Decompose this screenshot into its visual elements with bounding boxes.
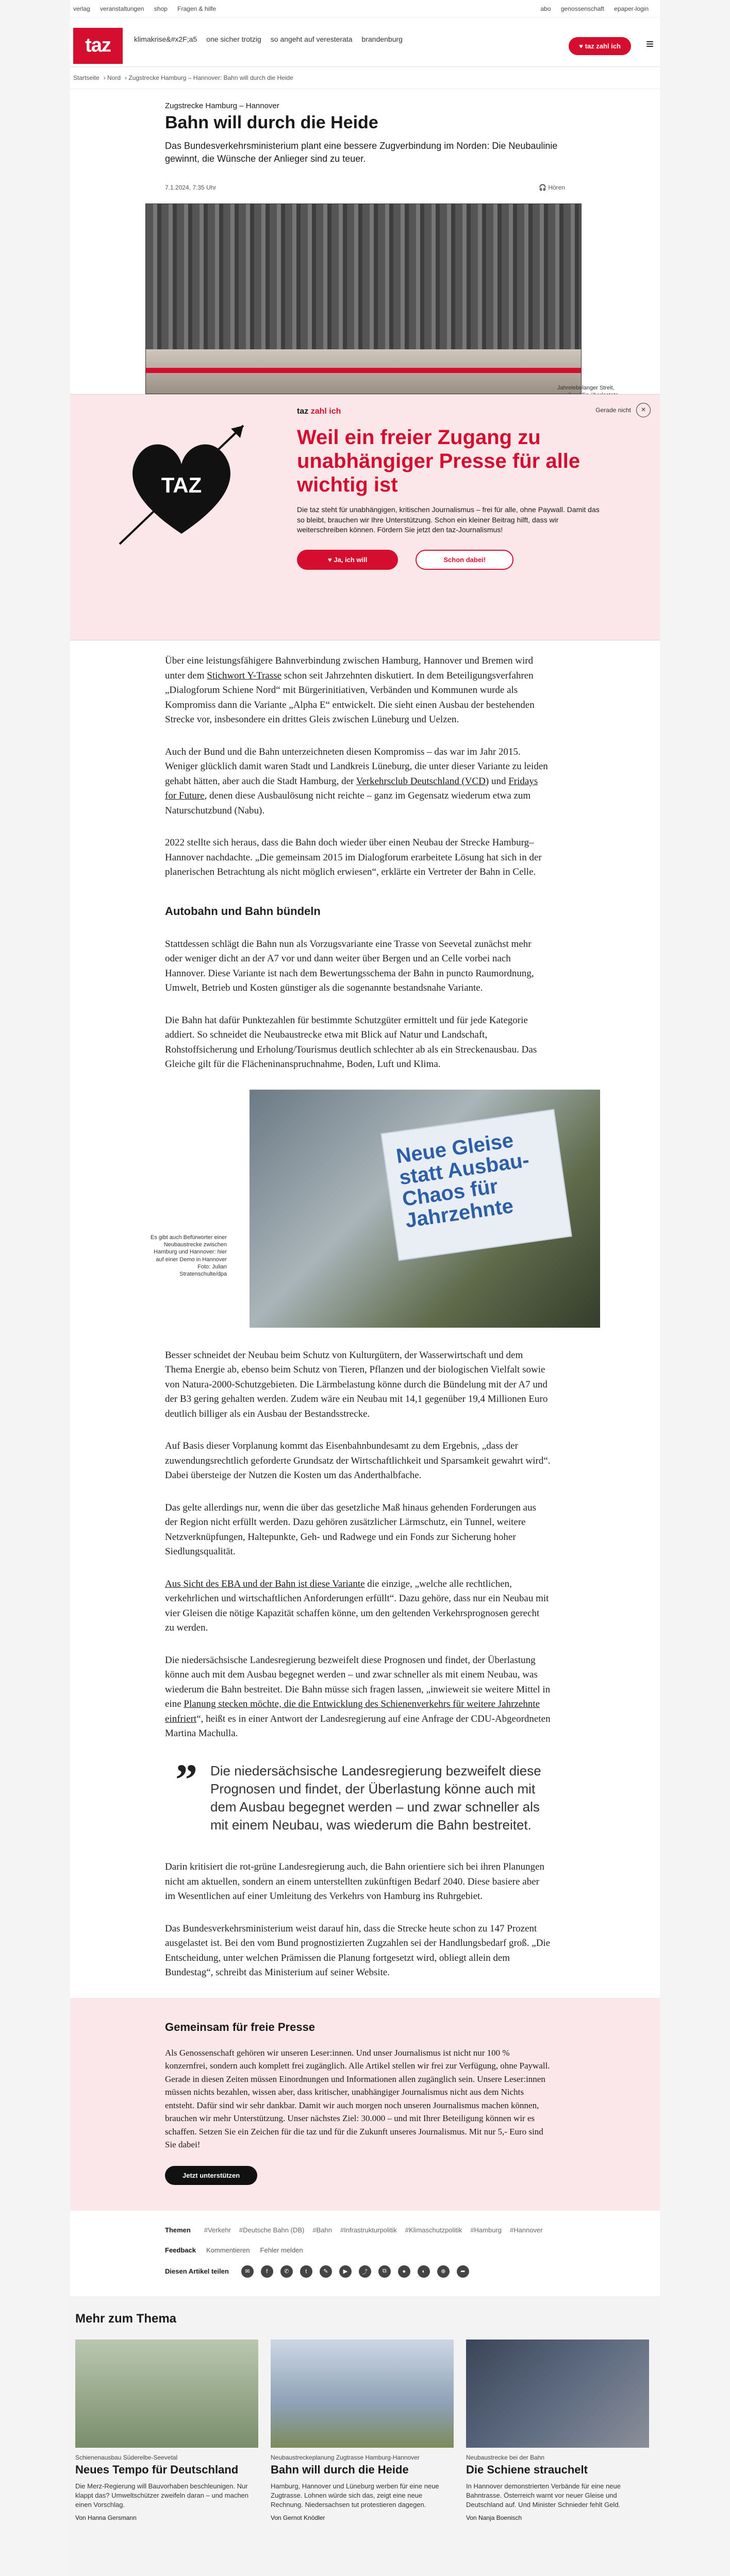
paragraph-8: Das gelte allerdings nur, wenn die über das gesetzliche Maß hinaus gehenden Forderungen aus der Region nicht erfüllt werden. Dazu gehören zusätzlicher Lärmschutz, ein Tunnel, weitere Netzverknüpfungen, Haltepunkte, Geh- und Radwege und ein Fonds zur Sicherung hoher Siedlungsqualität. [165,1502,536,1557]
promo-brand-a: taz [297,407,309,416]
pull-quote [165,1754,551,1834]
quote-text: Die niedersächsische Landesregierung bezweifelt diese Prognosen und findet, der Überlastung könne auch mit dem Ausbau begegnet werden – und zwar schneller als mit einem Neubau, was wiederum die Bahn bestreitet. [210,1762,541,1833]
related-teaser: Die Merz-Regierung will Bauvorhaben beschleunigen. Nur klappt das? Umweltschützer zweifeln daran – und machen einen Vorschlag. [75,2482,249,2509]
p2-text-b: , denen diese Ausbaulösung nicht reichte – ganz im Gegensatz wiederum etwa zum Naturschutzbund (Nabu). [165,790,531,816]
paragraph-9 [165,1577,551,1636]
reddit-share-icon[interactable]: ● [398,2265,410,2278]
promo-content [297,407,606,570]
hero-caption: Jahrelebelanger Streit, [557,384,615,391]
article-date: 7.1.2024, 7:35 Uhr [165,184,217,192]
headphones-icon: 🎧 [539,184,549,192]
paragraph-1 [165,654,551,727]
tag-item[interactable]: #Infrastrukturpolitik [340,2226,397,2234]
figure-caption: Es gibt auch Befürworter einer Neubaustrecke zwischen Hamburg und Hannover: hier auf einer Demo in Hannover Foto: Julian Stratenschulte/dpa [151,1234,227,1278]
p2-text-mid: und [489,775,509,787]
related-photo [75,2340,258,2448]
mastodon-share-icon[interactable]: ◐ [418,2265,430,2278]
article-figure [151,1090,551,1328]
promo-brand [297,407,606,416]
paragraph-6: Besser schneidet der Neubau beim Schutz von Kulturgütern, der Wasserwirtschaft und dem Thema Energie ab, ebenso beim Schutz von Tieren, Pflanzen und der biologischen Vielfalt sowie von Natura-2000-Schutzgebieten. Die Lärmbelastung könne durch die Bündelung mit der A7 und der B3 gering gehalten werden. Zudem wäre ein Neubau mit 14,1 gegenüber 19,4 Millionen Euro deutlich billiger als ein Ausbau der Bestandsstrecke. [165,1349,548,1419]
topbar-link-verlag[interactable]: verlag [73,5,90,12]
paragraph-5: Die Bahn hat dafür Punktezahlen für bestimmte Schutzgüter ermittelt und für jede Kategorie addiert. So schneidet die Neubaustrecke etwa mit Blick auf Natur und Landschaft, Rohstoffsicherung und Erholung/Tourismus deutlich schlechter ab als ein Streckenausbau. Das Gleiche gilt für die Flächeninanspruchnahme, Boden, Luft und Klima. [165,1014,537,1070]
related-photo [466,2340,649,2448]
support-button[interactable]: Jetzt unterstützen [165,2166,257,2185]
tag-list [70,2211,660,2234]
paragraph-4: Stattdessen schlägt die Bahn nun als Vorzugsvariante eine Trasse von Seevetal zunächst mehr oder weniger dicht an der A7 vor und dann weiter über Bergen und an Celle vorbei nach Hannover. Diese Variante ist nach dem Bewertungsschema der Bahn in puncto Raumordnung, Umwelt, Betrieb und Kosten günstiger als die sogenannte bestandsnahe Variante. [165,938,534,994]
feedback-label: Feedback [165,2246,196,2254]
p10-text-a: Die niedersächsische Landesregierung bezweifelt diese Prognosen und findet, der Überlastung könne auch mit dem Ausbau begegnet werden – und zwar schneller als mit einem Neubau, was wiederum die Bahn bestreitet. Die Bahn müsse sich fragen lassen, „inwieweit sie weitere Mittel in eine [165,1654,551,1710]
breadcrumb-current: Zugstrecke Hamburg – Hannover: Bahn will durch die Heide [128,74,293,81]
taz-zahl-ich-button[interactable]: ♥ taz zahl ich [569,37,631,55]
heart-arrow-icon [114,415,248,549]
feedback-row [70,2234,660,2254]
tag-item[interactable]: #Hamburg [470,2226,502,2234]
topbar-link-events[interactable]: veranstaltungen [100,5,144,12]
article-body [70,654,660,1980]
comment-link[interactable]: Kommentieren [206,2246,250,2254]
link-planung[interactable]: Planung stecken möchte, die die Entwicklung des Schienenverkehrs für weitere Jahrzehnte einfriert [165,1699,540,1724]
related-headline: Die Schiene strauchelt [466,2463,588,2476]
topbar-link-coop[interactable]: genossenschaft [560,5,604,12]
article-header [70,101,660,394]
menu-icon[interactable]: ≡ [645,36,654,52]
facebook-share-icon[interactable]: f [261,2265,273,2278]
share-label: Diesen Artikel teilen [165,2267,229,2276]
paragraph-11: Darin kritisiert die rot-grüne Landesregierung auch, die Bahn orientiere sich bei ihren Planungen nicht am aktuellen, sondern an einem unterstellten zukünftigen Bedarf 2040. Diese basiere aber im Wesentlichen auf einer Umleitung des Verkehrs von Hamburg ins Ruhrgebiet. [165,1861,544,1902]
close-label: Gerade nicht [595,406,631,414]
tag-item[interactable]: #Klimaschutzpolitik [405,2226,462,2234]
related-kicker: Neubaustrecke bei der Bahn [466,2453,545,2461]
related-title: Mehr zum Thema [75,2311,177,2326]
page [70,0,660,2576]
link-share-icon[interactable]: ➦ [457,2265,469,2278]
related-photo [271,2340,454,2448]
subheading: Autobahn und Bahn bündeln [165,904,321,918]
hero-red-strip [146,368,581,373]
edit-share-icon[interactable]: ✎ [320,2265,332,2278]
related-teaser: Hamburg, Hannover und Lüneburg werben für eine neue Zugtrasse. Lohnen würde sich das, zeigt eine neue Rechnung. Niedersachsen tut protestieren dagegen. [271,2482,439,2509]
close-icon: × [636,403,651,417]
close-banner-button[interactable] [595,403,651,417]
top-bar [70,0,660,18]
related-card[interactable] [466,2340,649,2521]
paragraph-10 [165,1653,551,1741]
listen-button[interactable] [539,184,565,191]
taz-logo[interactable]: taz [73,28,123,64]
demo-photo [250,1090,600,1328]
related-kicker: Schienenausbau Süderelbe-Seevetal [75,2453,178,2461]
link-fff[interactable]: Fridays for Future [165,775,538,802]
nav-item-1[interactable]: klimakrise&#x2F;a5 [134,35,197,43]
related-author: Von Nanja Boenisch [466,2514,522,2521]
tag-item[interactable]: #Deutsche Bahn (DB) [239,2226,305,2234]
related-card[interactable] [75,2340,258,2521]
p9-text: die einzige, „welche alle rechtlichen, verkehrlichen und wirtschaftlichen Anforderungen erfüllt“. Dazu gehöre, dass nur ein Neubau mit vier Gleisen die nötige Kapazität schaffen könne, um den geltenden Verkehrsprognosen gerecht zu werden. [165,1578,549,1634]
support-title: Gemeinsam für freie Presse [165,2020,316,2033]
heart-text: TAZ [161,473,202,498]
tag-item[interactable]: #Bahn [312,2226,332,2234]
article-kicker: Zugstrecke Hamburg – Hannover [165,101,279,110]
share-row [70,2254,660,2278]
video-share-icon[interactable]: ▶ [339,2265,352,2278]
paragraph-7: Auf Basis dieser Vorplanung kommt das Eisenbahnbundesamt zu dem Ergebnis, „dass der zuwendungsrechtlich geforderte Grundsatz der Wirtschaftlichkeit und Sparsamkeit gewahrt wird“. Dabei übersteige der Nutzen die Kosten um das Anderthalbfache. [165,1440,551,1481]
paragraph-3: 2022 stellte sich heraus, dass die Bahn doch wieder über einen Neubau der Strecke Hamburg–Hannover nachdachte. „Die gemeinsam 2015 im Dialogforum erarbeitete Lösung hat sich in der planerischen Betrachtung als nicht möglich erwiesen“, erklärte ein Vertreter der Bahn in Celle. [165,837,542,878]
promo-brand-b: zahl ich [310,407,341,416]
breadcrumb: Startseite › Nord › Zugstrecke Hamburg – Hannover: Bahn will durch die Heide [70,67,660,89]
p10-text-b: “, heißt es in einer Antwort der Landesregierung auf eine Anfrage der CDU-Abgeordneten Martina Machulla. [165,1713,551,1739]
topbar-link-shop[interactable]: shop [154,5,168,12]
forward-share-icon[interactable]: ⤴ [359,2265,371,2278]
promo-buttons [297,550,606,570]
p1-text-a: Über eine leistungsfähigere Bahnverbindung zwischen Hamburg, Hannover und Bremen wird unter dem [165,655,534,681]
related-section [70,2296,660,2576]
related-headline: Bahn will durch die Heide [271,2463,409,2476]
topbar-link-help[interactable]: Fragen & hilfe [177,5,216,12]
link-vcd[interactable]: Verkehrsclub Deutschland (VCD) [356,775,489,787]
tag-item[interactable]: #Hannover [510,2226,543,2234]
related-cards [75,2340,655,2521]
related-author: Von Hanna Gersmann [75,2514,137,2521]
tag-item[interactable]: #Verkehr [204,2226,231,2234]
page-title: Bahn will durch die Heide [165,113,378,132]
nav-item-3[interactable]: so angeht auf veresterata [270,35,353,43]
promo-headline: Weil ein freier Zugang zu unabhängiger Presse für alle wichtig ist [297,426,580,497]
related-headline: Neues Tempo für Deutschland [75,2463,239,2476]
copy-share-icon[interactable]: ⧉ [378,2265,391,2278]
link-eba[interactable]: Aus Sicht des EBA und der Bahn ist diese Variante [165,1578,365,1589]
breadcrumb-section[interactable]: Nord [107,74,121,81]
yes-button[interactable]: ♥ Ja, ich will [297,550,398,570]
p1-text-b: schon seit Jahrzehnten diskutiert. In dem Beteiligungsverfahren „Dialogforum Schiene Nord“ mit Bürgerinitiativen, Verbänden und Kommunen wurde als Kompromiss dann die Variante „Alpha E“ entwickelt. Die sieht einen Ausbau der bestehenden Strecke vor, insbesondere ein drittes Gleis zwischen Lüneburg und Uelzen. [165,670,535,725]
link-y-trasse[interactable]: Stichwort Y-Trasse [207,670,282,681]
nav-item-4[interactable]: brandenburg [361,35,403,43]
related-card[interactable] [271,2340,454,2521]
bluesky-share-icon[interactable]: ⊕ [437,2265,450,2278]
paragraph-2 [165,745,551,819]
quote-icon: ” [175,1754,197,1804]
demo-sign: Neue Gleise statt Ausbau-Chaos für Jahrzehnte [380,1109,572,1261]
p2-text-a: Auch der Bund und die Bahn unterzeichneten diesen Kompromiss – das war im Jahr 2015. Weniger glücklich damit waren Stadt und Landkreis Lüneburg, die unter dieser Variante zu leiden gehabt hätten, aber auch die Stadt Hamburg, der [165,746,548,787]
site-header [70,18,660,67]
donation-banner [70,394,660,640]
article-meta [165,184,565,191]
whatsapp-share-icon[interactable]: ✆ [280,2265,293,2278]
topbar-link-abo[interactable]: abo [540,5,551,12]
topbar-link-epaper[interactable]: epaper-login [614,5,649,12]
yes-label: Ja, ich will [334,555,368,564]
report-error-link[interactable]: Fehler melden [260,2246,303,2254]
article-lead: Das Bundesverkehrsministerium plant eine bessere Zugverbindung im Norden: Die Neubaulinie gewinnt, die Wünsche der Anlieger sind zu teuer. [165,140,558,164]
support-text: Als Genossenschaft gehören wir unseren Leser:innen. Und unser Journalismus ist nicht nur 100 % konzernfrei, sondern auch komplett frei zugänglich. Alle Artikel stellen wir frei zur Verfügung, ohne Paywall. Gerade in diesen Zeiten müssen Einordnungen und Informationen allen zugänglich sein. Unsere Leser:innen müssen nichts bezahlen, wissen aber, dass kritischer, unabhängiger Journalismus nicht aus dem Nichts entsteht. Dafür sind wir sehr dankbar. Damit wir auch morgen noch unseren Journalismus machen können, brauchen wir mehr Unterstützung. Unser nächstes Ziel: 30.000 – und mit Ihrer Beteiligung können wir es schaffen. Setzen Sie ein Zeichen für die taz und für die Zukunft unseres Journalismus. Mit nur 5,- Euro sind Sie dabei! [165,2047,550,2150]
nav-item-2[interactable]: one sicher trotzig [206,35,261,43]
support-box [70,1998,660,2211]
related-kicker: Neubaustreckeplanung Zugtrasse Hamburg-Hannover [271,2453,420,2461]
breadcrumb-home[interactable]: Startseite [73,74,99,81]
mail-share-icon[interactable]: ✉ [241,2265,254,2278]
tags-label: Themen [165,2226,191,2234]
paragraph-12: Das Bundesverkehrsministerium weist darauf hin, dass die Strecke heute schon zu 147 Prozent ausgelastet ist. Bei den vom Bund prognostizierten Zugzahlen sei der Handlungsbedarf groß. „Die Entscheidung, unter welchen Prämissen die Planung fortgesetzt wird, obliegt allein dem Bundestag“, schreibt das Ministerium auf seiner Website. [165,1923,551,1978]
already-member-button[interactable]: Schon dabei! [416,550,513,570]
telegram-share-icon[interactable]: t [300,2265,312,2278]
cta-label: taz zahl ich [585,42,621,50]
related-teaser: In Hannover demonstrierten Verbände für eine neue Bahntrasse. Österreich warnt vor neuer Gleise und Deutschland auf. Und Minister Schnieder fehlt Geld. [466,2482,621,2509]
related-author: Von Gernot Knödler [271,2514,325,2521]
hero-image [145,204,615,394]
promo-text: Die taz steht für unabhängigen, kritischen Journalismus – frei für alle, ohne Paywall. Damit das so bleibt, brauchen wir Ihre Unterstützung. Schon ein kleiner Beitrag hilft, dass wir weiterschreiben können. Fördern Sie jetzt den taz-Journalismus! [297,505,600,534]
main-nav [134,35,403,43]
listen-label: Hören [548,184,565,192]
